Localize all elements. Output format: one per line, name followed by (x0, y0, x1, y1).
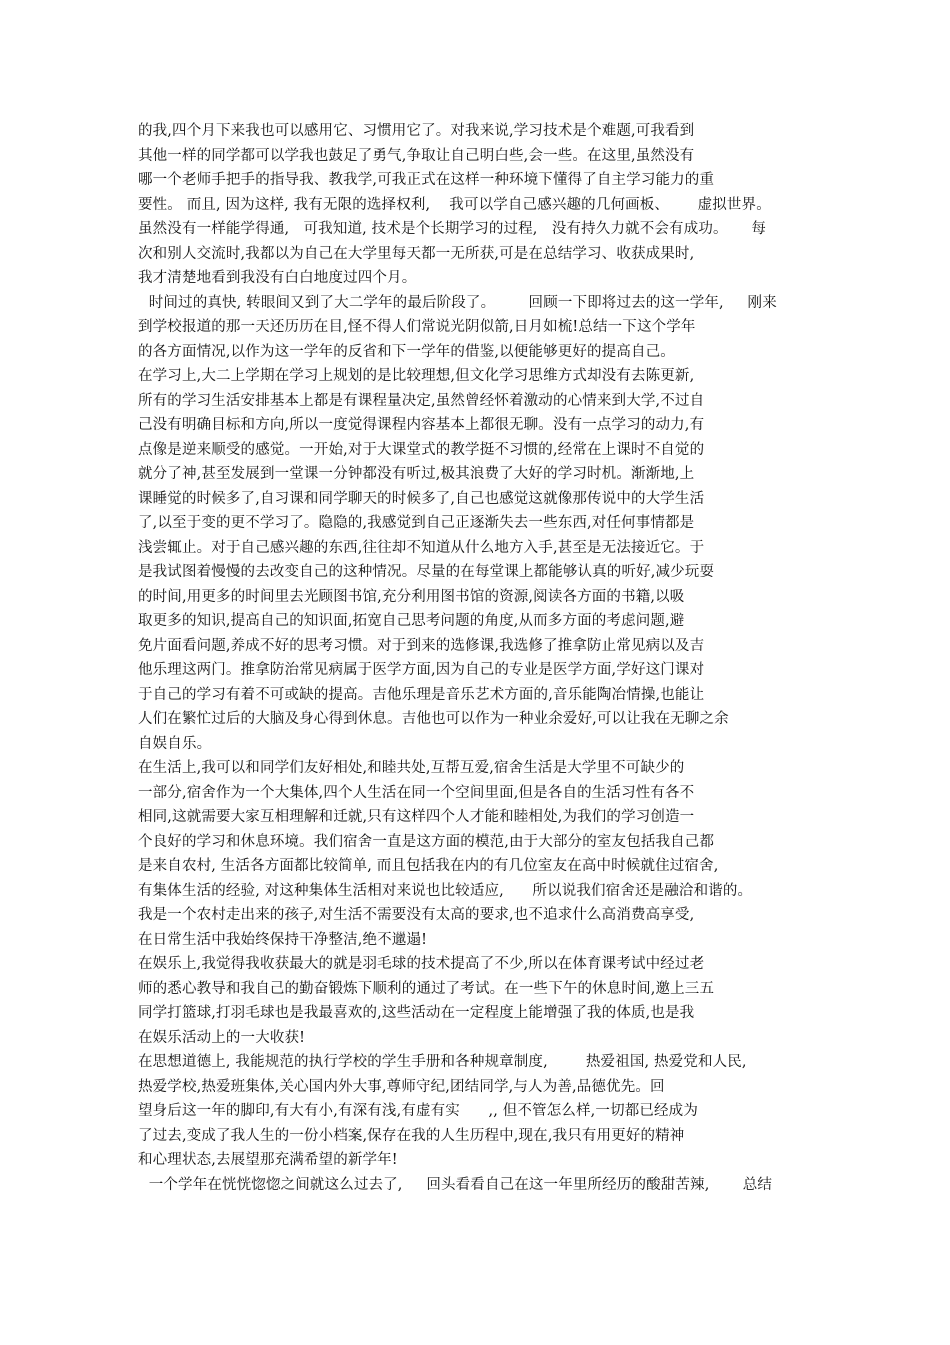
text-line: 于自己的学习有着不可或缺的提高。吉他乐理是音乐艺术方面的,音乐能陶冶情操,也能让 (138, 686, 705, 703)
text-line: 我是一个农村走出来的孩子,对生活不需要没有太高的要求,也不追求什么高消费高享受, (138, 907, 695, 923)
text-line: 的各方面情况,以作为这一学年的反省和下一学年的借鉴,以便能够更好的提高自己。 (138, 343, 675, 360)
text-line: 其他一样的同学都可以学我也鼓足了勇气,争取让自己明白些,会一些。在这里,虽然没有 (138, 147, 695, 164)
text-line: 的时间,用更多的时间里去光顾图书馆,充分利用图书馆的资源,阅读各方面的书籍,以吸 (138, 588, 685, 605)
text-line: 望身后这一年的脚印,有大有小,有深有浅,有虚有实 ,, 但不管怎么样,一切都已经成为 (138, 1103, 698, 1119)
text-line: 的我,四个月下来我也可以感用它、习惯用它了。对我来说,学习技术是个难题,可我看到 (138, 123, 695, 139)
text-line: 在生活上,我可以和同学们友好相处,和睦共处,互帮互爱,宿舍生活是大学里不可缺少的 (138, 760, 685, 776)
text-line: 己没有明确目标和方向,所以一度觉得课程内容基本上都很无聊。没有一点学习的动力,有 (138, 417, 705, 433)
text-line: 相同,这就需要大家互相理解和迁就,只有这样四个人才能和睦相处,为我们的学习创造一 (138, 809, 695, 825)
text-line: 免片面看问题,养成不好的思考习惯。对于到来的选修课,我选修了推拿防止常见病以及吉 (138, 637, 705, 654)
text-line: 哪一个老师手把手的指导我、教我学,可我正式在这样一种环境下懂得了自主学习能力的重 (138, 172, 715, 188)
document-body (138, 119, 838, 1197)
text-line: 虽然没有一样能学得通, 可我知道, 技术是个长期学习的过程, 没有持久力就不会有成功。 每 (138, 221, 767, 237)
text-line: 取更多的知识,提高自己的知识面,拓宽自己思考问题的角度,从而多方面的考虑问题,避 (138, 613, 685, 629)
text-line: 一个学年在恍恍惚惚之间就这么过去了, 回头看看自己在这一年里所经历的酸甜苦辣, 总结 (144, 1176, 773, 1193)
text-line: 所有的学习生活安排基本上都是有课程量决定,虽然曾经怀着激动的心情来到大学,不过自 (138, 392, 705, 409)
text-line: 是我试图着慢慢的去改变自己的这种情况。尽量的在每堂课上都能够认真的听好,减少玩耍 (138, 564, 715, 580)
text-line: 有集体生活的经验, 对这种集体生活相对来说也比较适应, 所以说我们宿舍还是融洽和谐的。 (138, 882, 753, 899)
text-line: 同学打篮球,打羽毛球也是我最喜欢的,这些活动在一定程度上能增强了我的体质,也是我 (138, 1005, 695, 1021)
text-line: 了过去,变成了我人生的一份小档案,保存在我的人生历程中,现在,我只有用更好的精神 (138, 1127, 685, 1144)
text-line: 在日常生活中我始终保持干净整洁,绝不邋遢! (138, 931, 428, 948)
text-line: 和心理状态,去展望那充满希望的新学年! (138, 1152, 398, 1168)
text-line: 在思想道德上, 我能规范的执行学校的学生手册和各种规章制度, 热爱祖国, 热爱党和人民, (138, 1054, 747, 1070)
text-line: 了,以至于变的更不学习了。隐隐的,我感觉到自己正逐渐失去一些东西,对任何事情都是 (138, 515, 695, 531)
text-line: 热爱学校,热爱班集体,关心国内外大事,尊师守纪,团结同学,与人为善,品德优先。回 (138, 1078, 665, 1095)
text-line: 师的悉心教导和我自己的勤奋锻炼下顺利的通过了考试。在一些下午的休息时间,邀上三五 (138, 980, 715, 997)
text-line: 自娱自乐。 (138, 735, 212, 752)
text-line: 浅尝辄止。对于自己感兴趣的东西,往往却不知道从什么地方入手,甚至是无法接近它。于 (138, 539, 705, 556)
text-line: 一部分,宿舍作为一个大集体,四个人生活在同一个空间里面,但是各自的生活习性有各不 (138, 784, 695, 801)
text-line: 要性。 而且, 因为这样, 我有无限的选择权利, 我可以学自己感兴趣的几何画板、 虚拟世界。 (138, 196, 771, 213)
text-line: 在学习上,大二上学期在学习上规划的是比较理想,但文化学习思维方式却没有去陈更新, (138, 368, 695, 384)
text-line: 课睡觉的时候多了,自习课和同学聊天的时候多了,自己也感觉这就像那传说中的大学生活 (138, 490, 705, 507)
text-line: 个良好的学习和休息环境。我们宿舍一直是这方面的模范,由于大部分的室友包括我自己都 (138, 833, 715, 850)
text-line: 在娱乐活动上的一大收获! (138, 1029, 306, 1046)
text-line: 点像是逆来顺受的感觉。一开始,对于大课堂式的教学挺不习惯的,经常在上课时不自觉的 (138, 441, 705, 458)
text-line: 次和别人交流时,我都以为自己在大学里每天都一无所获,可是在总结学习、收获成果时, (138, 245, 695, 262)
text-line: 在娱乐上,我觉得我收获最大的就是羽毛球的技术提高了不少,所以在体育课考试中经过老 (138, 956, 705, 972)
text-line: 时间过的真快, 转眼间又到了大二学年的最后阶段了。 回顾一下即将过去的这一学年, 刚来 (144, 294, 777, 311)
text-line: 就分了神,甚至发展到一堂课一分钟都没有听过,极其浪费了大好的学习时机。渐渐地,上 (138, 466, 695, 482)
text-line: 人们在繁忙过后的大脑及身心得到休息。吉他也可以作为一种业余爱好,可以让我在无聊之余 (138, 711, 729, 727)
text-line: 他乐理这两门。推拿防治常见病属于医学方面,因为自己的专业是医学方面,学好这门课对 (138, 662, 705, 678)
text-line: 是来自农村, 生活各方面都比较简单, 而且包括我在内的有几位室友在高中时候就住过宿舍, (138, 858, 719, 874)
text-line: 我才清楚地看到我没有白白地度过四个月。 (138, 270, 417, 286)
text-line: 到学校报道的那一天还历历在目,怪不得人们常说光阴似箭,日月如梳!总结一下这个学年 (138, 319, 696, 335)
